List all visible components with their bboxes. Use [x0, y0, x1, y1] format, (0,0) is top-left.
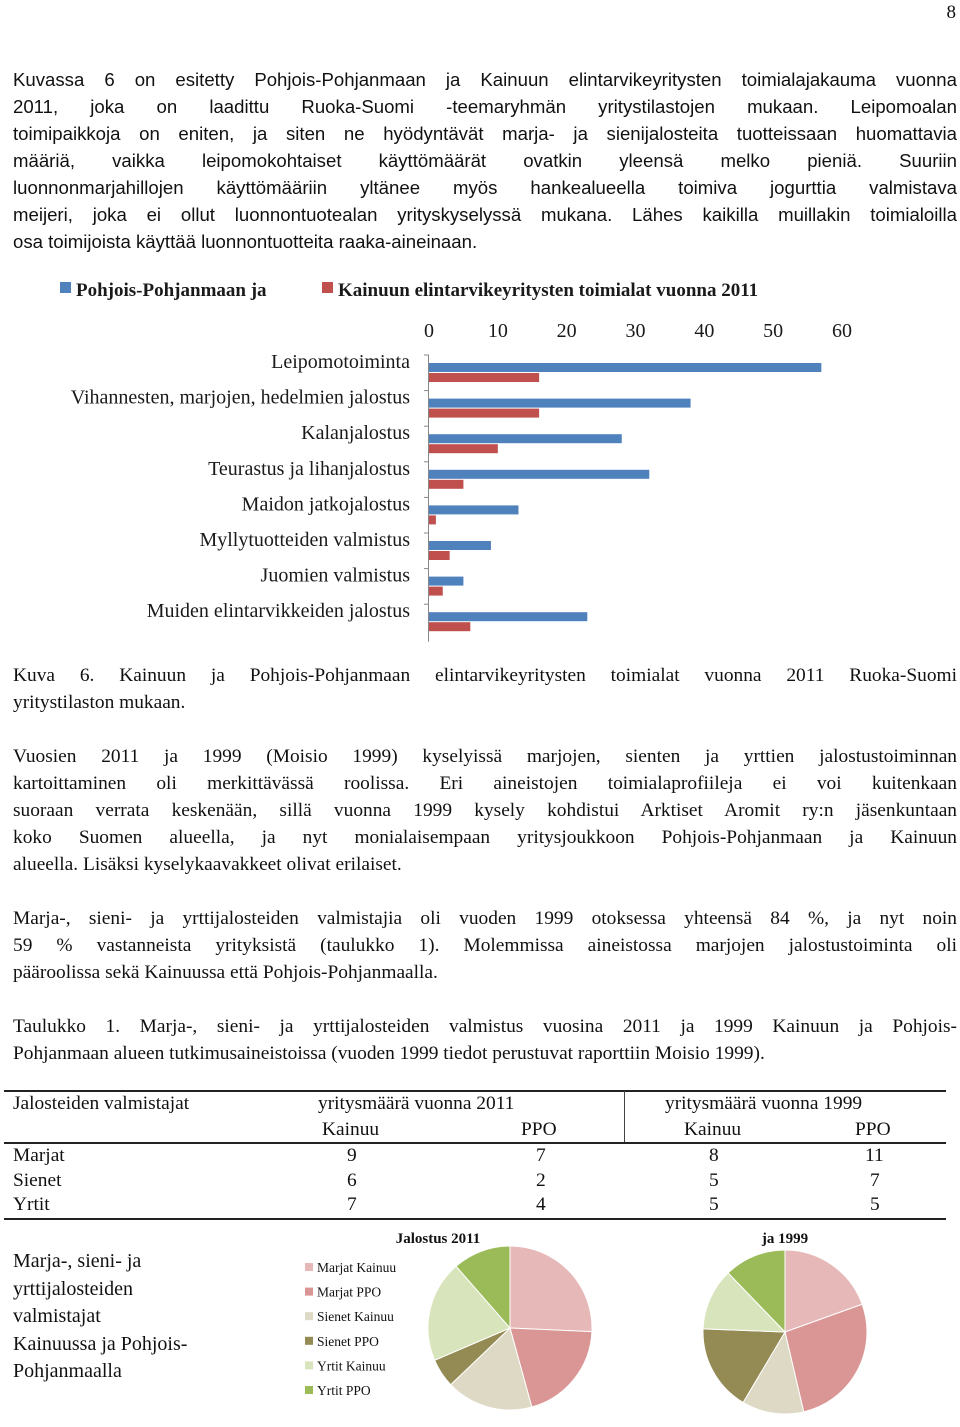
figure-caption: [13, 662, 957, 716]
text-line: yrttijalosteiden: [13, 1277, 133, 1300]
bar: [429, 444, 498, 453]
legend-swatch: [60, 282, 71, 293]
bar: [429, 551, 450, 560]
category-label: Maidon jatkojalostus: [241, 493, 410, 516]
legend-label: Marjat PPO: [317, 1284, 382, 1300]
table-top-rule: [4, 1090, 946, 1092]
intro-paragraph: [13, 66, 957, 255]
text-line: osa toimijoista käyttää luonnontuotteita raaka-aineinaan.: [13, 231, 478, 252]
share-paragraph: [13, 905, 957, 986]
category-label: Myllytuotteiden valmistus: [199, 529, 410, 551]
x-tick-label: 50: [763, 320, 784, 342]
comparison-paragraph: [13, 743, 957, 878]
row-label: Yrtit: [13, 1194, 50, 1215]
legend-swatch: [305, 1361, 313, 1369]
text-line: koko Suomen alueella, ja nyt monialaisempaan yritysjoukkoon Pohjois-Pohjanmaan ja Kainuun: [13, 827, 957, 848]
category-label: Teurastus ja lihanjalostus: [208, 457, 410, 480]
legend-label: Pohjois-Pohjanmaan ja: [76, 280, 267, 301]
category-label: Vihannesten, marjojen, hedelmien jalostus: [70, 386, 410, 409]
row-label: Marjat: [13, 1145, 65, 1166]
table-header-rule: [4, 1142, 946, 1144]
table-group-1999: yritysmäärä vuonna 1999: [665, 1093, 863, 1114]
pie-charts: [280, 1222, 880, 1422]
bar: [429, 505, 518, 514]
pie-title: ja 1999: [761, 1231, 809, 1247]
cell-kainuu-2011: 6: [347, 1170, 357, 1191]
legend-label: Marjat Kainuu: [317, 1260, 397, 1275]
legend-swatch: [305, 1337, 313, 1345]
x-tick-label: 30: [625, 320, 646, 342]
text-line: Taulukko 1. Marja-, sieni- ja yrttijalosteiden valmistus vuosina 2011 ja 1999 Kainuun ja Pohjois-: [13, 1016, 957, 1037]
cell-ppo-2011: 2: [536, 1170, 546, 1191]
bar: [429, 515, 436, 524]
x-tick-label: 60: [832, 320, 852, 342]
table-bottom-rule: [4, 1218, 946, 1220]
table-sub-kainuu-1999: Kainuu: [684, 1119, 742, 1140]
x-tick-label: 20: [556, 320, 577, 342]
bar: [429, 470, 649, 479]
page-number: 8: [946, 2, 956, 23]
pie-title: Jalostus 2011: [395, 1231, 481, 1247]
text-line: luonnonmarjahillojen käyttömääriin yltänee myös hankealueella toimiva jogurttia valmistava: [13, 177, 957, 198]
legend-swatch: [305, 1386, 313, 1394]
text-line: 59 % vastanneista yrityksistä (taulukko 1). Molemmissa aineistossa marjojen jalostustoiminta oli: [13, 935, 957, 956]
table-group-divider: [624, 1091, 625, 1143]
legend-swatch: [305, 1288, 313, 1296]
text-line: Marja-, sieni- ja: [13, 1250, 142, 1272]
bar: [429, 577, 463, 586]
text-line: Pohjanmaan alueen tutkimusaineistoissa (vuoden 1999 tiedot perustuvat raporttiin Moisio 1999).: [13, 1043, 765, 1064]
x-tick-label: 10: [487, 320, 508, 342]
legend-label: Sienet PPO: [317, 1333, 379, 1349]
bar: [429, 587, 443, 596]
legend-label: Kainuun elintarvikeyritysten toimialat vuonna 2011: [338, 280, 759, 301]
text-line: Kainuussa ja Pohjois-: [13, 1332, 188, 1355]
text-line: valmistajat: [13, 1305, 101, 1327]
x-tick-label: 0: [424, 320, 434, 342]
table-group-2011: yritysmäärä vuonna 2011: [318, 1093, 515, 1114]
text-line: määriä, vaikka leipomokohtaiset käyttömäärät ovatkin yleensä melko pieniä. Suuriin: [13, 150, 957, 171]
text-line: Vuosien 2011 ja 1999 (Moisio 1999) kyselyissä marjojen, sienten ja yrttien jalostustoiminnan: [13, 746, 957, 767]
bar: [429, 480, 463, 489]
text-line: yritystilaston mukaan.: [13, 692, 186, 713]
bar: [429, 622, 470, 631]
cell-ppo-2011: 7: [536, 1145, 546, 1166]
legend-label: Sienet Kainuu: [317, 1309, 394, 1325]
text-line: meijeri, joka ei ollut luonnontuotealan yrityskyselyssä mukana. Lähes kaikilla muillakin toimialoilla: [13, 204, 957, 225]
bar: [429, 373, 539, 382]
table-header-label: Jalosteiden valmistajat: [13, 1093, 190, 1114]
pie-caption: [13, 1248, 187, 1386]
text-line: Pohjanmaalla: [13, 1360, 122, 1382]
bar: [429, 409, 539, 418]
text-line: Kuvassa 6 on esitetty Pohjois-Pohjanmaan ja Kainuun elintarvikeyritysten toimialajakauma vuonna: [13, 69, 957, 90]
table-caption: [13, 1013, 957, 1067]
cell-ppo-2011: 4: [536, 1194, 546, 1215]
text-line: Kuva 6. Kainuun ja Pohjois-Pohjanmaan elintarvikeyritysten toimialat vuonna 2011 Ruoka-Suomi: [13, 665, 957, 686]
legend-label: Yrtit Kainuu: [317, 1358, 386, 1374]
bar: [429, 363, 821, 372]
text-line: suoraan verrata keskenään, sillä vuonna 1999 kysely kohdistui Arktiset Aromit ry:n jäsenkuntaan: [13, 800, 957, 821]
cell-ppo-1999: 7: [870, 1170, 880, 1191]
table-sub-ppo-1999: PPO: [855, 1119, 891, 1140]
row-label: Sienet: [13, 1170, 62, 1191]
bar: [429, 541, 491, 550]
text-line: alueella. Lisäksi kyselykaavakkeet olivat erilaiset.: [13, 854, 402, 875]
legend-label: Yrtit PPO: [317, 1383, 371, 1398]
text-line: pääroolissa sekä Kainuussa että Pohjois-Pohjanmaalla.: [13, 962, 438, 983]
text-line: Marja-, sieni- ja yrttijalosteiden valmistajia oli vuoden 1999 otoksessa yhteensä 84 %, ja nyt noin: [13, 908, 957, 929]
cell-kainuu-1999: 8: [709, 1145, 719, 1166]
text-line: 2011, joka on laadittu Ruoka-Suomi -teemaryhmän yritystilastojen mukaan. Leipomoalan: [13, 96, 957, 117]
legend-swatch: [322, 282, 333, 293]
cell-ppo-1999: 11: [865, 1145, 884, 1166]
bar: [429, 399, 691, 408]
x-tick-label: 40: [694, 320, 715, 342]
legend-swatch: [305, 1312, 313, 1320]
text-line: toimipaikkoja on eniten, ja siten ne hyödyntävät marja- ja sienijalosteita tuotteissaan huomattavia: [13, 123, 957, 144]
text-line: kartoittaminen oli merkittävässä roolissa. Eri aineistojen toimialaprofiileja ei voi kuitenkaan: [13, 773, 957, 794]
category-label: Muiden elintarvikkeiden jalostus: [146, 600, 410, 623]
bar: [429, 434, 622, 443]
bar-chart: [0, 268, 960, 648]
cell-ppo-1999: 5: [870, 1194, 880, 1215]
table-sub-ppo-2011: PPO: [521, 1119, 557, 1140]
cell-kainuu-2011: 9: [347, 1145, 357, 1166]
category-label: Leipomotoiminta: [271, 351, 410, 373]
category-label: Juomien valmistus: [260, 564, 410, 587]
legend-swatch: [305, 1263, 313, 1271]
category-label: Kalanjalostus: [301, 422, 410, 445]
pie-slice: [510, 1246, 592, 1332]
table-sub-kainuu-2011: Kainuu: [322, 1119, 380, 1140]
bar: [429, 612, 587, 621]
cell-kainuu-1999: 5: [709, 1194, 719, 1215]
cell-kainuu-1999: 5: [709, 1170, 719, 1191]
cell-kainuu-2011: 7: [347, 1194, 357, 1215]
